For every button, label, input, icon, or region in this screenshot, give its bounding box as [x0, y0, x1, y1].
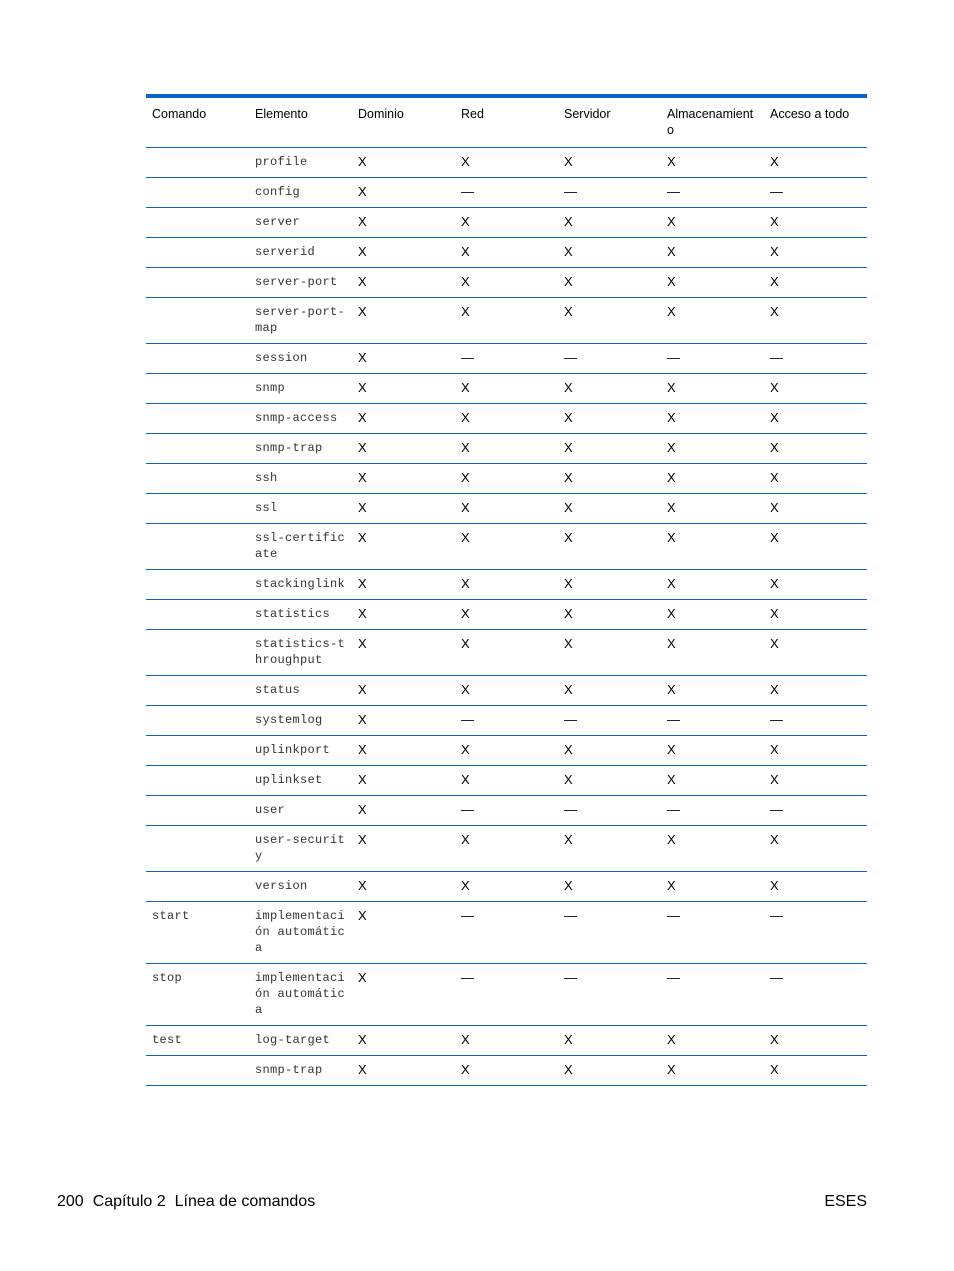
table-header-row — [146, 98, 867, 148]
cell-value-full-access: X — [764, 404, 867, 434]
cell-value-server: X — [558, 1056, 661, 1086]
cell-value-full-access: X — [764, 268, 867, 298]
cell-value-domain: X — [352, 736, 455, 766]
cell-command — [146, 766, 249, 796]
cell-value-server: — — [558, 902, 661, 964]
chapter-label: Capítulo 2 — [92, 1193, 166, 1210]
cell-value-storage: X — [661, 630, 764, 676]
table-row — [146, 826, 867, 872]
cell-value-network: — — [455, 178, 558, 208]
table-row — [146, 676, 867, 706]
chapter-title: Línea de comandos — [174, 1193, 316, 1210]
table-row — [146, 464, 867, 494]
cell-value-domain: X — [352, 766, 455, 796]
cell-value-network: X — [455, 464, 558, 494]
cell-value-storage: X — [661, 524, 764, 570]
cell-value-network: X — [455, 570, 558, 600]
header-storage: Almacenamiento — [661, 98, 764, 148]
header-domain: Dominio — [352, 98, 455, 148]
cell-value-network: X — [455, 872, 558, 902]
cell-value-server: X — [558, 570, 661, 600]
table-row — [146, 208, 867, 238]
cell-element: implementación automática — [249, 902, 352, 964]
cell-value-server: X — [558, 208, 661, 238]
cell-value-network: X — [455, 148, 558, 178]
cell-value-storage: — — [661, 706, 764, 736]
cell-command: test — [146, 1026, 249, 1056]
cell-element: stackinglink — [249, 570, 352, 600]
cell-element: serverid — [249, 238, 352, 268]
cell-value-storage: X — [661, 434, 764, 464]
cell-value-domain: X — [352, 494, 455, 524]
cell-value-full-access: — — [764, 344, 867, 374]
cell-value-full-access: X — [764, 600, 867, 630]
cell-command — [146, 494, 249, 524]
cell-command — [146, 872, 249, 902]
cell-value-full-access: X — [764, 298, 867, 344]
cell-value-network: — — [455, 796, 558, 826]
header-command: Comando — [146, 98, 249, 148]
cell-value-server: — — [558, 178, 661, 208]
cell-command — [146, 1056, 249, 1086]
cell-value-full-access: X — [764, 1026, 867, 1056]
table-row — [146, 796, 867, 826]
cell-value-domain: X — [352, 208, 455, 238]
cell-value-full-access: X — [764, 676, 867, 706]
cell-value-network: X — [455, 404, 558, 434]
locale-code: ESES — [824, 1193, 867, 1210]
cell-value-network: X — [455, 268, 558, 298]
cell-value-network: — — [455, 344, 558, 374]
permissions-table — [146, 98, 867, 1086]
cell-value-storage: X — [661, 1026, 764, 1056]
table-row — [146, 1026, 867, 1056]
cell-value-storage: X — [661, 676, 764, 706]
table-body — [146, 148, 867, 1086]
cell-element: uplinkport — [249, 736, 352, 766]
cell-element: status — [249, 676, 352, 706]
cell-element: server-port — [249, 268, 352, 298]
cell-value-storage: X — [661, 872, 764, 902]
cell-command — [146, 464, 249, 494]
cell-element: session — [249, 344, 352, 374]
cell-value-server: — — [558, 964, 661, 1026]
header-network: Red — [455, 98, 558, 148]
cell-value-storage: X — [661, 148, 764, 178]
cell-element: statistics — [249, 600, 352, 630]
cell-value-domain: X — [352, 344, 455, 374]
table-row — [146, 374, 867, 404]
cell-value-storage: X — [661, 238, 764, 268]
cell-value-server: X — [558, 404, 661, 434]
cell-command — [146, 796, 249, 826]
cell-element: server-port-map — [249, 298, 352, 344]
cell-element: version — [249, 872, 352, 902]
table-row — [146, 706, 867, 736]
cell-value-network: X — [455, 736, 558, 766]
cell-value-storage: X — [661, 736, 764, 766]
cell-value-domain: X — [352, 570, 455, 600]
cell-element: user-security — [249, 826, 352, 872]
cell-command — [146, 268, 249, 298]
cell-value-server: — — [558, 344, 661, 374]
cell-value-storage: X — [661, 570, 764, 600]
table-row — [146, 298, 867, 344]
table-row — [146, 434, 867, 464]
cell-value-storage: X — [661, 600, 764, 630]
cell-value-full-access: X — [764, 766, 867, 796]
table-row — [146, 570, 867, 600]
cell-command — [146, 736, 249, 766]
table-row — [146, 268, 867, 298]
cell-value-full-access: X — [764, 826, 867, 872]
cell-value-domain: X — [352, 268, 455, 298]
cell-value-full-access: — — [764, 796, 867, 826]
cell-element: user — [249, 796, 352, 826]
page-number: 200 — [57, 1193, 84, 1210]
cell-element: statistics-throughput — [249, 630, 352, 676]
cell-value-domain: X — [352, 902, 455, 964]
cell-value-storage: — — [661, 796, 764, 826]
cell-value-domain: X — [352, 826, 455, 872]
cell-value-domain: X — [352, 600, 455, 630]
cell-value-domain: X — [352, 676, 455, 706]
cell-value-storage: — — [661, 964, 764, 1026]
header-element: Elemento — [249, 98, 352, 148]
cell-value-domain: X — [352, 374, 455, 404]
cell-value-network: X — [455, 600, 558, 630]
cell-value-storage: — — [661, 344, 764, 374]
cell-value-storage: X — [661, 208, 764, 238]
cell-value-server: X — [558, 676, 661, 706]
table-row — [146, 736, 867, 766]
table-row — [146, 148, 867, 178]
cell-value-network: X — [455, 238, 558, 268]
cell-value-server: X — [558, 374, 661, 404]
table-row — [146, 902, 867, 964]
cell-value-network: X — [455, 494, 558, 524]
cell-value-full-access: X — [764, 570, 867, 600]
cell-value-full-access: X — [764, 736, 867, 766]
command-permissions-table — [146, 94, 867, 1086]
cell-value-full-access: — — [764, 902, 867, 964]
cell-value-domain: X — [352, 238, 455, 268]
cell-element: ssh — [249, 464, 352, 494]
cell-element: server — [249, 208, 352, 238]
cell-command — [146, 826, 249, 872]
cell-value-server: X — [558, 148, 661, 178]
cell-value-domain: X — [352, 964, 455, 1026]
cell-value-full-access: — — [764, 178, 867, 208]
cell-value-full-access: X — [764, 630, 867, 676]
table-row — [146, 1056, 867, 1086]
cell-command — [146, 524, 249, 570]
cell-value-storage: X — [661, 404, 764, 434]
cell-element: log-target — [249, 1026, 352, 1056]
cell-value-storage: X — [661, 374, 764, 404]
cell-value-storage: X — [661, 766, 764, 796]
cell-command — [146, 630, 249, 676]
cell-value-full-access: X — [764, 148, 867, 178]
cell-value-network: — — [455, 706, 558, 736]
table-row — [146, 964, 867, 1026]
cell-element: profile — [249, 148, 352, 178]
cell-value-network: X — [455, 826, 558, 872]
cell-value-full-access: — — [764, 964, 867, 1026]
cell-value-server: X — [558, 1026, 661, 1056]
cell-command — [146, 706, 249, 736]
cell-value-storage: X — [661, 464, 764, 494]
table-row — [146, 600, 867, 630]
table-row — [146, 630, 867, 676]
table-row — [146, 524, 867, 570]
cell-value-full-access: — — [764, 706, 867, 736]
cell-value-domain: X — [352, 706, 455, 736]
header-full-access: Acceso a todo — [764, 98, 867, 148]
cell-command — [146, 374, 249, 404]
cell-value-domain: X — [352, 148, 455, 178]
cell-value-network: — — [455, 964, 558, 1026]
cell-value-network: X — [455, 298, 558, 344]
cell-value-full-access: X — [764, 464, 867, 494]
cell-command — [146, 600, 249, 630]
table-row — [146, 766, 867, 796]
cell-value-network: X — [455, 1056, 558, 1086]
cell-value-server: X — [558, 630, 661, 676]
cell-command — [146, 178, 249, 208]
cell-value-domain: X — [352, 464, 455, 494]
cell-value-storage: X — [661, 298, 764, 344]
cell-command — [146, 238, 249, 268]
table-row — [146, 872, 867, 902]
cell-value-storage: X — [661, 494, 764, 524]
cell-element: implementación automática — [249, 964, 352, 1026]
cell-element: systemlog — [249, 706, 352, 736]
cell-value-domain: X — [352, 796, 455, 826]
cell-value-full-access: X — [764, 434, 867, 464]
cell-value-server: X — [558, 434, 661, 464]
cell-element: snmp — [249, 374, 352, 404]
cell-value-network: X — [455, 676, 558, 706]
cell-command — [146, 676, 249, 706]
cell-value-server: X — [558, 736, 661, 766]
cell-value-network: X — [455, 524, 558, 570]
table-row — [146, 344, 867, 374]
cell-value-storage: X — [661, 268, 764, 298]
cell-value-storage: — — [661, 178, 764, 208]
cell-value-domain: X — [352, 434, 455, 464]
cell-command — [146, 404, 249, 434]
cell-value-server: X — [558, 464, 661, 494]
cell-value-network: — — [455, 902, 558, 964]
cell-value-domain: X — [352, 630, 455, 676]
cell-value-network: X — [455, 630, 558, 676]
cell-element: snmp-trap — [249, 1056, 352, 1086]
cell-value-server: X — [558, 872, 661, 902]
cell-command: start — [146, 902, 249, 964]
cell-element: uplinkset — [249, 766, 352, 796]
cell-value-server: X — [558, 494, 661, 524]
cell-value-server: X — [558, 298, 661, 344]
cell-value-storage: X — [661, 826, 764, 872]
cell-value-server: X — [558, 268, 661, 298]
cell-command — [146, 298, 249, 344]
cell-value-domain: X — [352, 1056, 455, 1086]
cell-value-domain: X — [352, 178, 455, 208]
cell-command — [146, 148, 249, 178]
cell-value-full-access: X — [764, 872, 867, 902]
cell-value-domain: X — [352, 872, 455, 902]
table-row — [146, 178, 867, 208]
cell-value-network: X — [455, 434, 558, 464]
cell-value-server: X — [558, 524, 661, 570]
cell-value-domain: X — [352, 404, 455, 434]
cell-command — [146, 434, 249, 464]
cell-element: ssl — [249, 494, 352, 524]
cell-value-network: X — [455, 766, 558, 796]
cell-value-server: X — [558, 826, 661, 872]
cell-value-storage: X — [661, 1056, 764, 1086]
cell-value-domain: X — [352, 524, 455, 570]
cell-value-full-access: X — [764, 374, 867, 404]
cell-element: config — [249, 178, 352, 208]
cell-command — [146, 344, 249, 374]
cell-value-server: X — [558, 600, 661, 630]
cell-value-server: — — [558, 706, 661, 736]
cell-value-server: — — [558, 796, 661, 826]
cell-value-network: X — [455, 1026, 558, 1056]
cell-value-full-access: X — [764, 238, 867, 268]
cell-value-full-access: X — [764, 494, 867, 524]
cell-command: stop — [146, 964, 249, 1026]
footer-left — [57, 1192, 315, 1212]
cell-value-full-access: X — [764, 524, 867, 570]
table-row — [146, 238, 867, 268]
cell-value-storage: — — [661, 902, 764, 964]
cell-element: snmp-trap — [249, 434, 352, 464]
cell-command — [146, 208, 249, 238]
cell-value-full-access: X — [764, 1056, 867, 1086]
cell-value-domain: X — [352, 298, 455, 344]
cell-value-server: X — [558, 238, 661, 268]
cell-value-domain: X — [352, 1026, 455, 1056]
table-row — [146, 494, 867, 524]
cell-element: ssl-certificate — [249, 524, 352, 570]
table-row — [146, 404, 867, 434]
cell-value-network: X — [455, 374, 558, 404]
cell-value-network: X — [455, 208, 558, 238]
cell-value-server: X — [558, 766, 661, 796]
cell-command — [146, 570, 249, 600]
cell-value-full-access: X — [764, 208, 867, 238]
header-server: Servidor — [558, 98, 661, 148]
cell-element: snmp-access — [249, 404, 352, 434]
